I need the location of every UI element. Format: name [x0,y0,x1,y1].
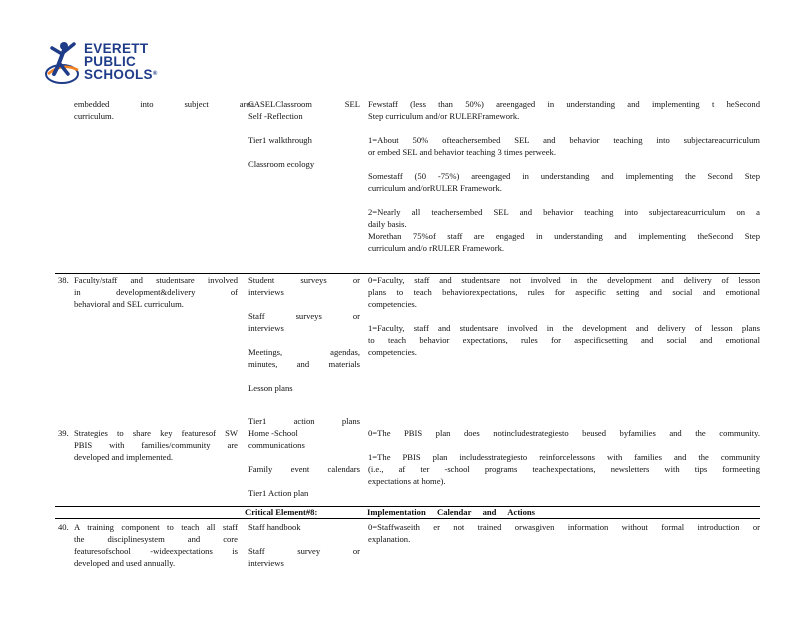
table-row [55,98,760,273]
critical-element-title: Implementation Calendar and Actions [367,507,535,517]
sw-pbis-table [55,98,760,581]
criterion-text: 38. Faculty/staff and studentsare involved in development&delivery of behavioral and SEL curriculum. [58,275,238,309]
scoring-criteria: Fewstaff (less than 50%) areengaged in understanding and implementing t heSecond Step curriculum and/or RULERFramework. 1=About 50% ofteachersembed SEL and behavior teaching into subjectareacurriculum or embed SEL and behavior teaching 3 times perweek. Somestaff (50 -75%) areengaged in understanding and implementing the Second Step curriculum and/orRULER Framework. 2=Nearly all teachersembed SEL and behavior teaching into subjectareacurriculum on a daily basis. Morethan 75%of staff are engaged in understanding and implementing theSecond Step curriculum and/o rRULER Framework. [368,99,760,253]
scoring-criteria: 0=Staffwaseith er not trained orwasgiven information without formal introduction or explanation. [368,522,760,544]
logo-line-3: SCHOOLS® [84,67,158,82]
scoring-criteria: 0=The PBIS plan does notincludestrategiesto beused byfamilies and the community. 1=The PBIS plan includesstrategiesto reinforcelessons with families and the community (i.e., af ter -school programs teachexpectations, newsletters with tips formeeting expectations at home). [368,428,760,486]
table-row [55,521,760,581]
logo-line-1: EVERETT [84,41,149,56]
data-sources: Tier1 action plans Home -School communications Family event calendars Tier1 Action plan [248,416,360,498]
criterion-text: embedded into subject area curriculum. [74,99,254,121]
data-sources: Staff handbook Staff survey or interviews [248,522,360,568]
table-row [55,273,760,421]
data-sources: Student surveys or interviews Staff surveys or interviews Meetings, agendas, minutes, and materials Lesson plans [248,275,360,393]
data-sources: CASELClassroom SEL Self -Reflection Tier1 walkthrough Classroom ecology [248,99,360,169]
criterion-text: 40. A training component to teach all staff the disciplinesystem and core featuresofschool -wideexpectations is developed and used annually. [58,522,238,568]
table-row [55,416,760,505]
logo-figure-icon [44,40,84,90]
everett-public-schools-logo [44,40,184,92]
logo-line-2: PUBLIC [84,54,137,69]
criterion-text: 39. Strategies to share key featuresof SW PBIS with families/community are developed and implemented. [58,428,238,462]
critical-element-label: Critical Element#8: [245,507,318,517]
scoring-criteria: 0=Faculty, staff and studentsare not involved in the development and delivery of lesson plans to teach behaviorexpectations, rules for aspecific setting and social and emotional competencies. 1=Faculty, staff and studentsare involved in the development and delivery of lesson plans to teach behavior expectations, rules for aspecificsetting and social and emotional competencies. [368,275,760,357]
critical-element-header [55,506,760,519]
